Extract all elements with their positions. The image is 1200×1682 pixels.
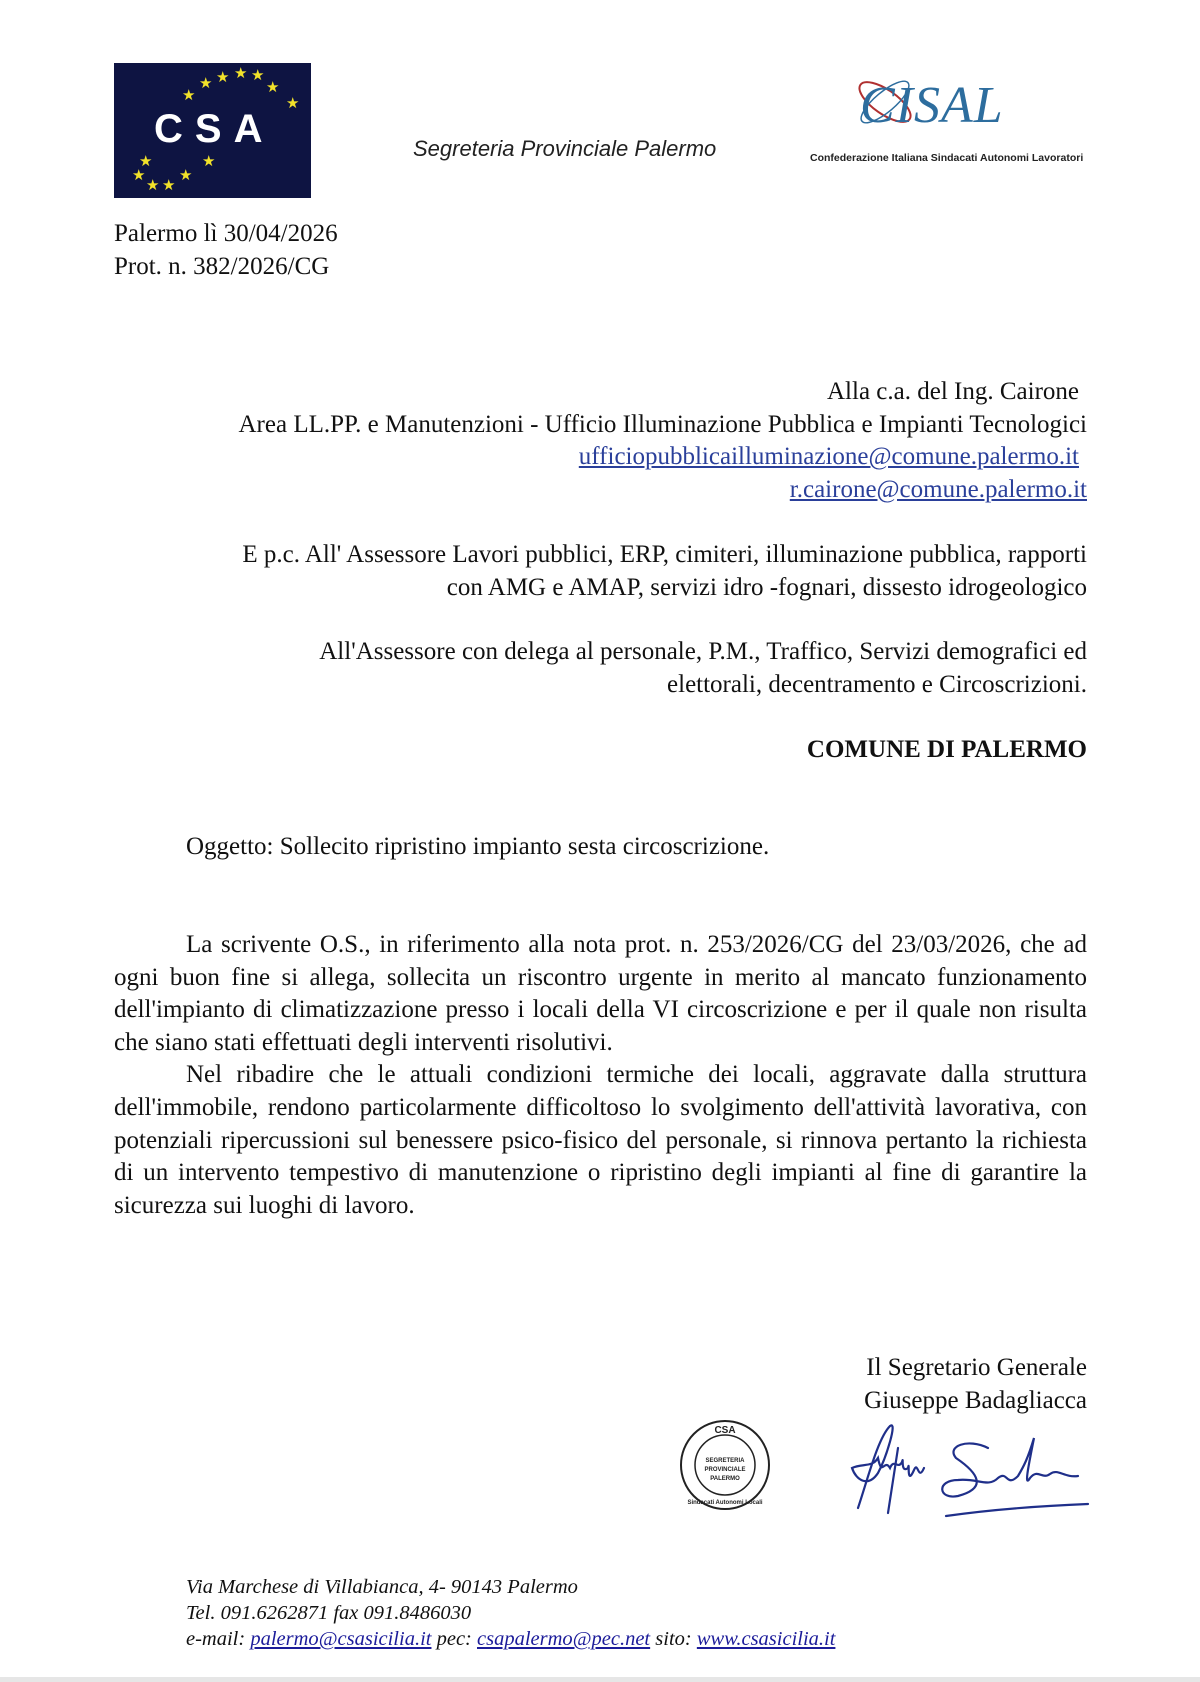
star-icon: ★ [162, 178, 176, 194]
cisal-logo-subtitle: Confederazione Italiana Sindacati Autonomi Lavoratori [810, 152, 1084, 164]
page-bottom-border [0, 1677, 1200, 1682]
stamp-text: Sindacati Autonomi Locali [687, 1500, 763, 1506]
footer-pec-label: pec: [436, 1628, 472, 1650]
handwritten-signature [838, 1418, 1100, 1523]
star-icon: ★ [251, 68, 265, 84]
csa-logo-text: CSA [154, 107, 275, 151]
stamp-text: SEGRETERIA [705, 1458, 745, 1464]
protocol-line: Prot. n. 382/2026/CG [114, 252, 330, 280]
cisal-logo [805, 66, 1125, 166]
stamp-text: PALERMO [710, 1476, 740, 1482]
cc-line: con AMG e AMAP, servizi idro -fognari, dissesto idrogeologico [446, 573, 1087, 601]
star-icon: ★ [266, 80, 280, 96]
star-icon: ★ [199, 76, 213, 92]
footer-pec-link[interactable]: csapalermo@pec.net [477, 1628, 651, 1650]
recipient-email-cairone[interactable]: r.cairone@comune.palermo.it [789, 475, 1087, 503]
cc-line: elettorali, decentramento e Circoscrizioni. [667, 670, 1087, 698]
stamp-text: PROVINCIALE [704, 1467, 746, 1473]
letter-body [114, 929, 1087, 1222]
cc-block-2 [319, 636, 1087, 701]
cc-line: E p.c. All' Assessore Lavori pubblici, ERP, cimiteri, illuminazione pubblica, rapporti [242, 541, 1087, 568]
star-icon: ★ [202, 154, 216, 170]
subject-line: Oggetto: Sollecito ripristino impianto sesta circoscrizione. [186, 833, 770, 860]
footer-email-label: e-mail: [186, 1628, 246, 1650]
footer-contacts [186, 1626, 835, 1652]
recipient-email-office[interactable]: ufficiopubblicailluminazione@comune.palermo.it [578, 443, 1079, 471]
stamp [678, 1418, 772, 1512]
recipient-office: Area LL.PP. e Manutenzioni - Ufficio Illuminazione Pubblica e Impianti Tecnologici [238, 410, 1087, 438]
star-icon: ★ [182, 88, 196, 104]
recipient-attention: Alla c.a. del Ing. Cairone [827, 378, 1079, 405]
star-icon: ★ [146, 178, 160, 194]
footer-site-label: sito: [655, 1628, 692, 1650]
cc-block-1 [242, 539, 1087, 604]
date-line: Palermo lì 30/04/2026 [114, 220, 338, 247]
star-icon: ★ [179, 168, 193, 184]
star-icon: ★ [139, 154, 153, 170]
csa-logo [114, 63, 311, 198]
recipient-entity: COMUNE DI PALERMO [806, 736, 1087, 763]
letter-meta [114, 218, 338, 283]
star-icon: ★ [234, 66, 248, 82]
footer-address: Via Marchese di Villabianca, 4- 90143 Palermo [186, 1576, 578, 1598]
star-icon: ★ [216, 70, 230, 86]
footer-site-link[interactable]: www.csasicilia.it [696, 1628, 836, 1650]
footer-email-link[interactable]: palermo@csasicilia.it [250, 1628, 432, 1650]
cc-line: All'Assessore con delega al personale, P.M., Traffico, Servizi demografici ed [319, 638, 1087, 665]
stamp-text: CSA [714, 1425, 736, 1436]
body-paragraph: Nel ribadire che le attuali condizioni termiche dei locali, aggravate dalla struttura dell'immobile, rendono particolarmente difficoltoso lo svolgimento dell'attività lavorativa, con potenziali ripercussioni sul benessere psico-fisico del personale, si rinnova pertanto la richiesta di un intervento tempestivo di manutenzione o ripristino degli impianti al fine di garantire la sicurezza sui luoghi di lavoro. [114, 1061, 1087, 1219]
recipients-block [239, 376, 1088, 506]
body-paragraph: La scrivente O.S., in riferimento alla nota prot. n. 253/2026/CG del 23/03/2026, che ad ogni buon fine si allega, sollecita un riscontro urgente in merito al mancato funzionamento dell'impianto di climatizzazione presso i locali della VI circoscrizione e per il quale non risulta che siano stati effettuati degli interventi risolutivi. [114, 931, 1087, 1056]
star-icon: ★ [286, 96, 300, 112]
signer-name: Giuseppe Badagliacca [864, 1386, 1087, 1414]
footer [186, 1574, 835, 1652]
header-title: Segreteria Provinciale Palermo [413, 136, 717, 161]
star-icon: ★ [132, 168, 146, 184]
signature-block [864, 1352, 1087, 1417]
footer-phone: Tel. 091.6262871 fax 091.8486030 [186, 1602, 472, 1624]
cisal-logo-text: CISAL [860, 77, 1004, 134]
signer-role: Il Segretario Generale [866, 1354, 1087, 1381]
